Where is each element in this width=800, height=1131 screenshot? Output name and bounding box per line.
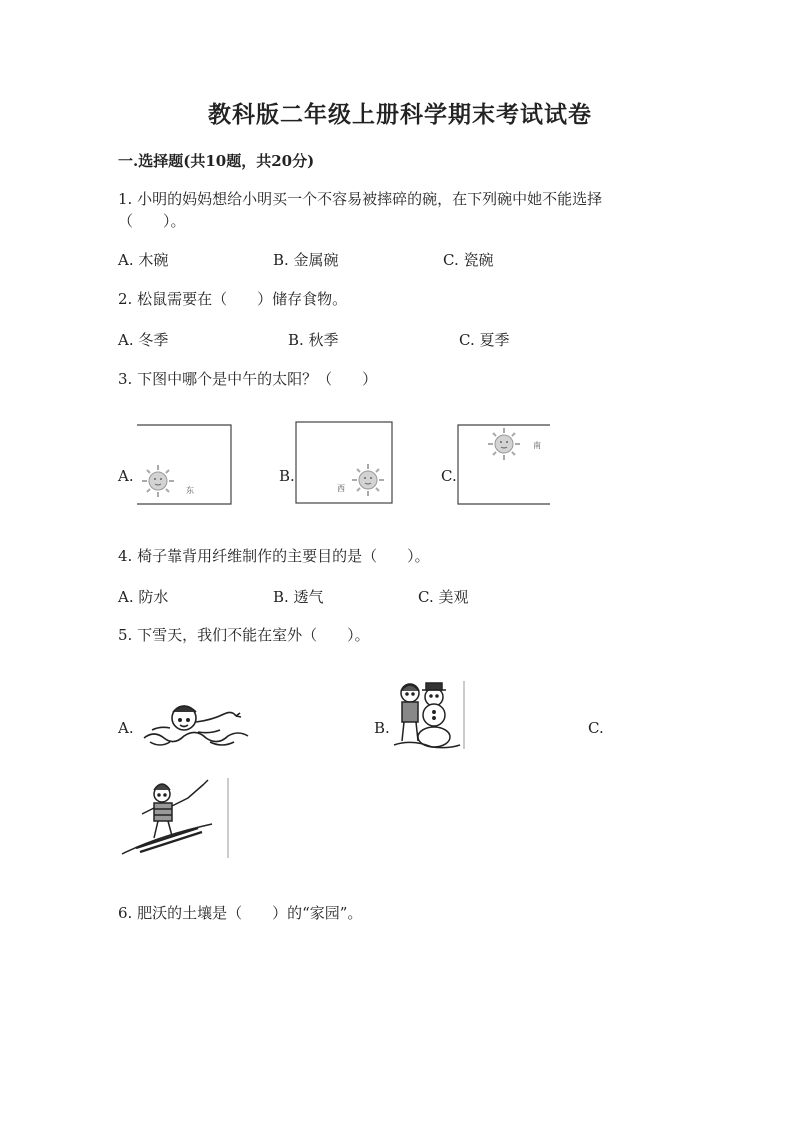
question-5-text: 5. 下雪天，我们不能在室外（ ）。 [118,626,370,644]
sun-diagram-east [135,422,233,506]
question-3-text: 3. 下图中哪个是中午的太阳？（ ） [118,370,378,388]
q5-option-b[interactable]: B. [374,719,390,737]
q1-option-a[interactable]: A. 木碗 [118,251,169,269]
section-heading: 一.选择题(共10题，共20分) [118,152,315,170]
q3-option-c[interactable]: C. [441,467,457,485]
sun-diagram-west [294,420,395,506]
q2-option-a[interactable]: A. 冬季 [118,331,169,349]
q3-option-b[interactable]: B. [279,467,295,485]
question-6-text: 6. 肥沃的土壤是（ ）的“家园”。 [118,904,363,922]
question-1-text-cont: （ ）。 [118,212,186,230]
q3-option-a[interactable]: A. [118,467,134,485]
question-2-text: 2. 松鼠需要在（ ）储存食物。 [118,290,348,308]
snowman-child-illustration [392,679,468,751]
skiing-child-illustration [118,776,234,862]
page-title: 教科版二年级上册科学期末考试试卷 [208,101,592,128]
q4-option-b[interactable]: B. 透气 [273,588,324,606]
direction-label-west: 西 [337,484,345,493]
sun-diagram-south [456,422,552,506]
sun-icon [488,428,520,460]
q1-option-b[interactable]: B. 金属碗 [273,251,339,269]
q1-option-c[interactable]: C. 瓷碗 [443,251,494,269]
q5-option-a[interactable]: A. [118,719,134,737]
direction-label-east: 东 [186,486,194,495]
direction-label-south: 南 [533,441,541,450]
question-1-text: 1. 小明的妈妈想给小明买一个不容易被摔碎的碗，在下列碗中她不能选择 [118,190,603,208]
q5-option-c[interactable]: C. [588,719,604,737]
sun-icon [142,465,174,497]
swimming-child-illustration [140,696,252,752]
question-4-text: 4. 椅子靠背用纤维制作的主要目的是（ ）。 [118,547,430,565]
q4-option-a[interactable]: A. 防水 [118,588,169,606]
q2-option-b[interactable]: B. 秋季 [288,331,339,349]
q4-option-c[interactable]: C. 美观 [418,588,469,606]
sun-icon [352,464,384,496]
q2-option-c[interactable]: C. 夏季 [459,331,510,349]
